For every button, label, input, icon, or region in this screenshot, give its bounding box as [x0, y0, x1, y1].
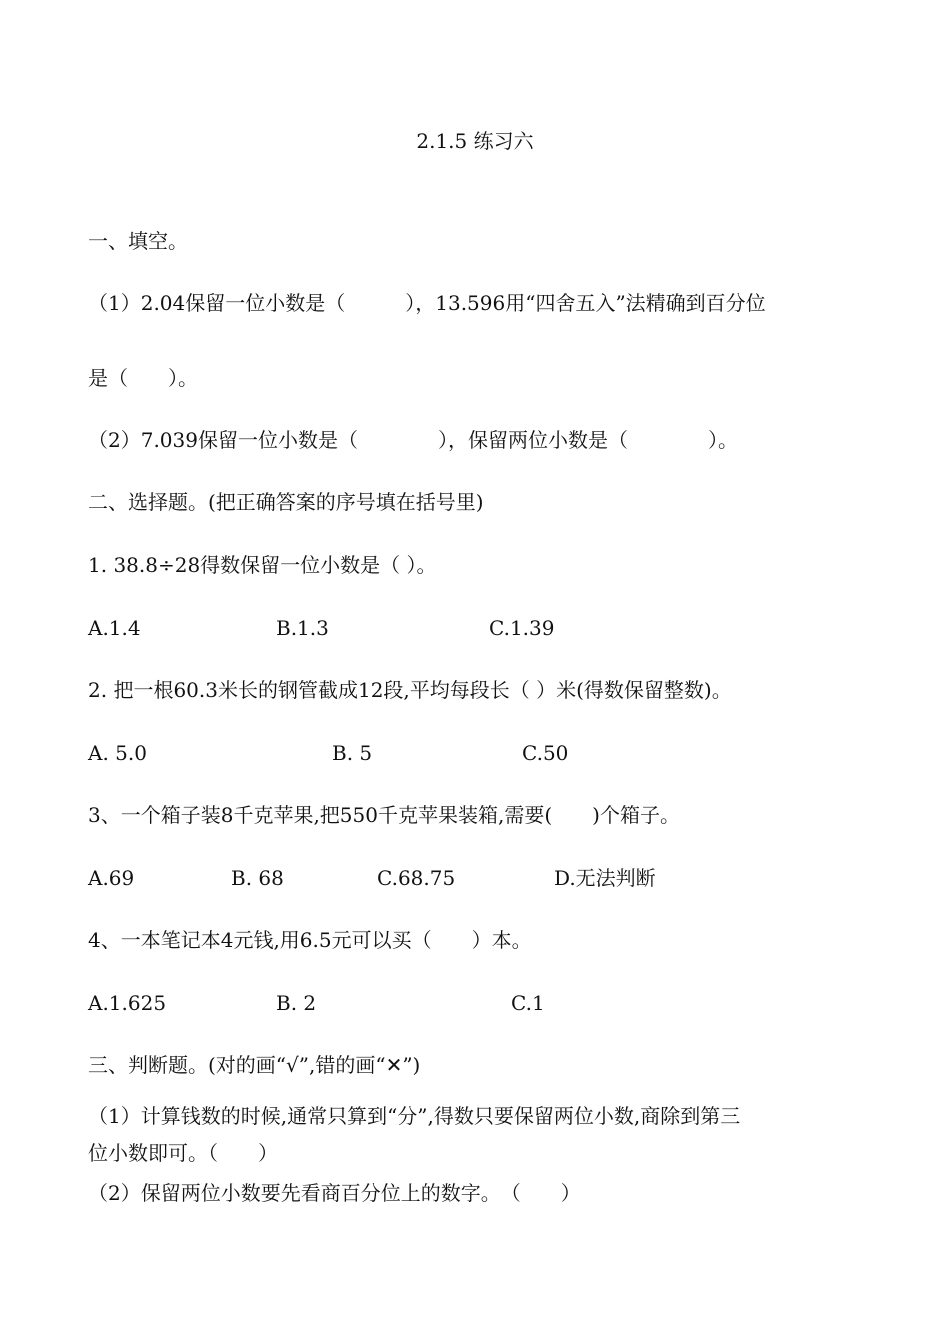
s3-q1-line2: 位小数即可。（ ）: [88, 1141, 278, 1165]
s2-q3-option-c: C.68.75: [377, 866, 456, 890]
s3-q2: （2）保留两位小数要先看商百分位上的数字。 （ ）: [88, 1181, 581, 1205]
s2-q3-option-b: B. 68: [231, 866, 284, 890]
s2-q2-option-b: B. 5: [332, 741, 373, 765]
s2-q2-option-c: C.50: [522, 741, 569, 765]
s1-q1-line2: 是（ ）。: [88, 366, 198, 390]
page-title: 2.1.5 练习六: [416, 129, 534, 153]
s2-q4-option-c: C.1: [511, 991, 545, 1015]
s1-q1-line1: （1）2.04保留一位小数是（ ），13.596用“四舍五入”法精确到百分位: [88, 291, 766, 315]
section2-heading: 二、选择题。(把正确答案的序号填在括号里): [88, 490, 484, 514]
s2-q4-option-b: B. 2: [276, 991, 317, 1015]
s2-q3-option-a: A.69: [88, 866, 135, 890]
section3-heading: 三、判断题。(对的画“√”,错的画“✕”): [88, 1053, 421, 1077]
s2-q1-option-c: C.1.39: [489, 616, 555, 640]
s2-q4-option-a: A.1.625: [88, 991, 167, 1015]
section1-heading: 一、填空。: [88, 229, 188, 253]
s2-q2-text: 2. 把一根60.3米长的钢管截成12段,平均每段长（ ）米(得数保留整数)。: [88, 678, 732, 702]
s2-q4-text: 4、一本笔记本4元钱,用6.5元可以买（ ）本。: [88, 928, 532, 952]
s2-q3-text: 3、一个箱子装8千克苹果,把550千克苹果装箱,需要( )个箱子。: [88, 803, 680, 827]
s2-q3-option-d: D.无法判断: [554, 866, 656, 890]
s2-q1-option-a: A.1.4: [88, 616, 141, 640]
s2-q2-option-a: A. 5.0: [88, 741, 147, 765]
s1-q2: （2）7.039保留一位小数是（ ），保留两位小数是（ ）。: [88, 428, 738, 452]
s2-q1-option-b: B.1.3: [276, 616, 329, 640]
s3-q1-line1: （1）计算钱数的时候,通常只算到“分”,得数只要保留两位小数,商除到第三: [88, 1104, 741, 1128]
s2-q1-text: 1. 38.8÷28得数保留一位小数是（ ）。: [88, 553, 437, 577]
